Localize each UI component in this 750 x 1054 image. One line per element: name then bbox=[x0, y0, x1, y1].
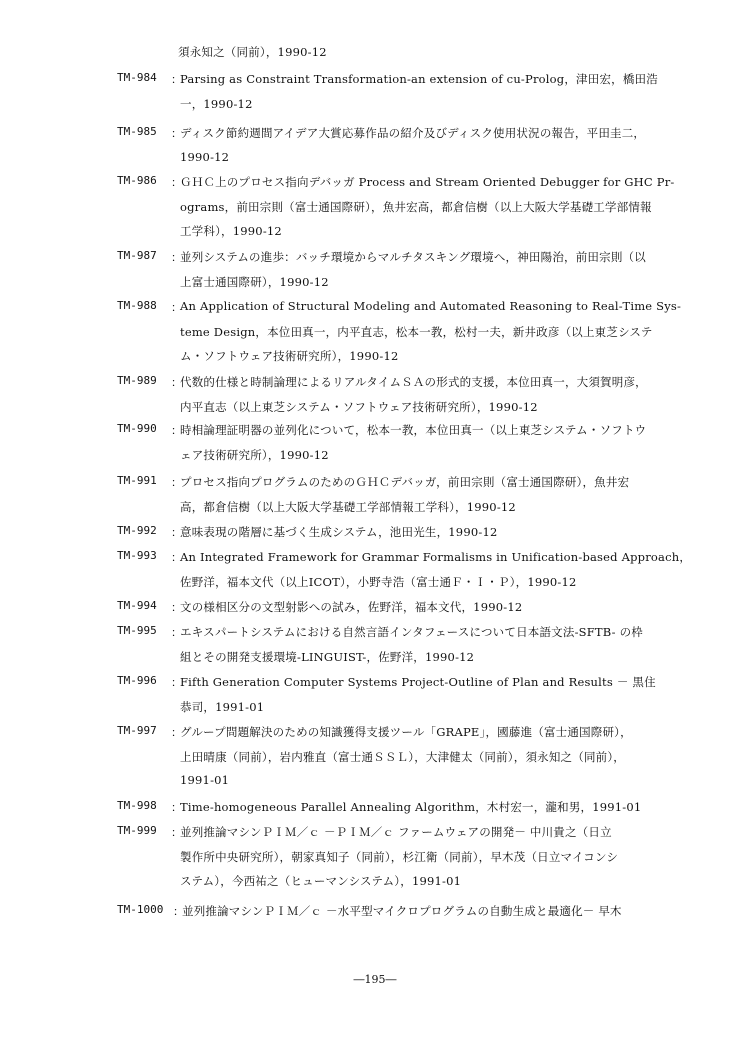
tm-code: TM-998 bbox=[117, 799, 157, 812]
entry-text-line: プロセス指向プログラムのためのＧＨＣデバッガ，前田宗則（富士通国際研），魚井宏 bbox=[180, 475, 630, 489]
entry-text-line: 並列システムの進歩：バッチ環境からマルチタスキング環境へ，神田陽治，前田宗則（以 bbox=[180, 250, 646, 264]
entry-text-line: 工学科），1990-12 bbox=[180, 224, 282, 239]
tm-code: TM-994 bbox=[117, 599, 157, 612]
entry-text-line: Fifth Generation Computer Systems Project-Outline of Plan and Results － 黒住 bbox=[180, 675, 656, 689]
colon-separator: ： bbox=[171, 176, 182, 189]
tm-code: TM-987 bbox=[117, 249, 157, 262]
entry-text-line: 佐野洋，福本文代（以上ICOT），小野寺浩（富士通Ｆ・Ｉ・Ｐ），1990-12 bbox=[180, 574, 577, 589]
tm-code: TM-989 bbox=[117, 374, 157, 387]
tm-code: TM-995 bbox=[117, 624, 157, 637]
entry-text-line: Parsing as Constraint Transformation-an extension of cu-Prolog，津田宏，橋田浩 bbox=[180, 72, 658, 86]
continuation-line: 須永知之（同前），1990-12 bbox=[178, 45, 327, 59]
colon-separator: ： bbox=[173, 905, 184, 918]
entry-text-line: グループ問題解決のための知識獲得支援ツール「GRAPE」，國藤進（富士通国際研）， bbox=[180, 725, 632, 739]
entry-text-line: 高，都倉信樹（以上大阪大学基礎工学部情報工学科），1990-12 bbox=[180, 499, 516, 514]
entry-text-line: teme Design，本位田真一，内平直志，松本一教，松村一夫，新井政彦（以上東芝システ bbox=[180, 324, 653, 339]
tm-code: TM-990 bbox=[117, 422, 157, 435]
tm-code: TM-984 bbox=[117, 71, 157, 84]
entry-text-line: 上田晴康（同前），岩内雅直（富士通ＳＳＬ），大津健太（同前），須永知之（同前）， bbox=[180, 749, 625, 764]
entry-text-line: 製作所中央研究所），朝家真知子（同前），杉江衛（同前），早木茂（日立マイコンシ bbox=[180, 849, 619, 864]
entry-text-line: 上富士通国際研），1990-12 bbox=[180, 274, 329, 289]
entry-text-line: 内平直志（以上東芝システム・ソフトウェア技術研究所），1990-12 bbox=[180, 399, 538, 414]
tm-code: TM-996 bbox=[117, 674, 157, 687]
colon-separator: ： bbox=[171, 826, 182, 839]
entry-text-line: 並列推論マシンＰＩＭ／ｃ －ＰＩＭ／ｃ ファームウェアの開発－ 中川貴之（日立 bbox=[180, 825, 612, 839]
entry-text-line: 1990-12 bbox=[180, 149, 230, 164]
entry-text-line: 並列推論マシンＰＩＭ／ｃ －水平型マイクロプログラムの自動生成と最適化－ 早木 bbox=[182, 904, 622, 918]
colon-separator: ： bbox=[171, 726, 182, 739]
page-number: ―195― bbox=[353, 973, 397, 986]
entry-text-line: ディスク節約週間アイデア大賞応募作品の紹介及びディスク使用状況の報告，平田圭二， bbox=[180, 126, 646, 140]
colon-separator: ： bbox=[171, 476, 182, 489]
entry-text-line: 恭司，1991-01 bbox=[180, 699, 265, 714]
tm-code: TM-993 bbox=[117, 549, 157, 562]
entry-text-line: 一，1990-12 bbox=[180, 96, 253, 111]
colon-separator: ： bbox=[171, 601, 182, 614]
colon-separator: ： bbox=[171, 676, 182, 689]
colon-separator: ： bbox=[171, 424, 182, 437]
entry-text-line: エキスパートシステムにおける自然言語インタフェースについて日本語文法-SFTB- の枠 bbox=[180, 625, 643, 639]
entry-text-line: 意味表現の階層に基づく生成システム，池田光生，1990-12 bbox=[180, 525, 498, 539]
tm-code: TM-988 bbox=[117, 299, 157, 312]
tm-code: TM-991 bbox=[117, 474, 157, 487]
colon-separator: ： bbox=[171, 801, 182, 814]
colon-separator: ： bbox=[171, 526, 182, 539]
entry-text-line: ム・ソフトウェア技術研究所），1990-12 bbox=[180, 349, 399, 364]
entry-text-line: An Integrated Framework for Grammar Formalisms in Unification-based Approach， bbox=[180, 550, 692, 564]
entry-text-line: ステム），今西祐之（ヒューマンシステム），1991-01 bbox=[180, 874, 462, 889]
entry-text-line: ＧＨＣ上のプロセス指向デバッガ Process and Stream Oriented Debugger for GHC Pr- bbox=[180, 175, 675, 189]
entry-text-line: 文の様相区分の文型射影への試み，佐野洋，福本文代，1990-12 bbox=[180, 600, 523, 614]
colon-separator: ： bbox=[171, 626, 182, 639]
tm-code: TM-1000 bbox=[117, 903, 164, 916]
entry-text-line: 組とその開発支援環境-LINGUIST-，佐野洋，1990-12 bbox=[180, 649, 475, 664]
entry-text-line: ograms，前田宗則（富士通国際研），魚井宏高，都倉信樹（以上大阪大学基礎工学部情報 bbox=[180, 199, 652, 214]
tm-code: TM-997 bbox=[117, 724, 157, 737]
colon-separator: ： bbox=[171, 73, 182, 86]
entry-text-line: ェア技術研究所），1990-12 bbox=[180, 447, 329, 462]
tm-code: TM-992 bbox=[117, 524, 157, 537]
tm-code: TM-986 bbox=[117, 174, 157, 187]
colon-separator: ： bbox=[171, 301, 182, 314]
entry-text-line: 時相論理証明器の並列化について，松本一教，本位田真一（以上東芝システム・ソフトウ bbox=[180, 423, 647, 437]
colon-separator: ： bbox=[171, 551, 182, 564]
entry-text-line: 1991-01 bbox=[180, 773, 230, 788]
colon-separator: ： bbox=[171, 251, 182, 264]
entry-text-line: Time-homogeneous Parallel Annealing Algorithm，木村宏一，瀧和男，1991-01 bbox=[180, 800, 642, 814]
colon-separator: ： bbox=[171, 127, 182, 140]
entry-text-line: An Application of Structural Modeling and Automated Reasoning to Real-Time Sys- bbox=[180, 299, 682, 313]
tm-code: TM-999 bbox=[117, 824, 157, 837]
entry-text-line: 代数的仕様と時制論理によるリアルタイムＳＡの形式的支援，本位田真一，大須賀明彦， bbox=[180, 375, 647, 389]
colon-separator: ： bbox=[171, 376, 182, 389]
tm-code: TM-985 bbox=[117, 125, 157, 138]
